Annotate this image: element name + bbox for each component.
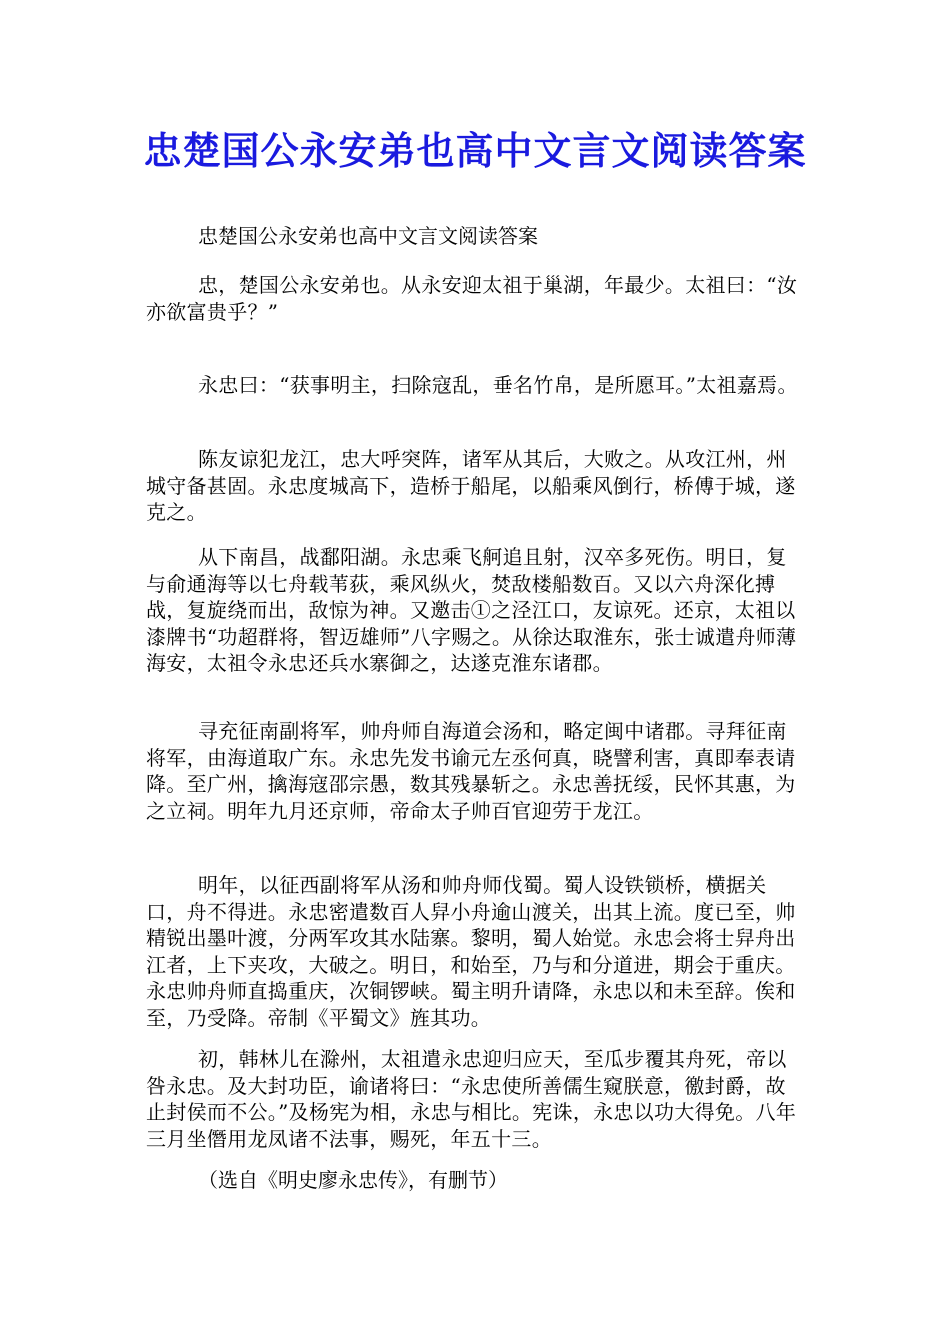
paragraph-7: 初，韩林儿在滁州，太祖遣永忠迎归应天，至瓜步覆其舟死，帝以咎永忠。及大封功臣，谕诸将曰：“永忠使所善儒生窥朕意，徼封爵，故止封侯而不公。”及杨宪为相，永忠与相比。宪诛，永忠以功大得免。八年三月坐僭用龙凤诸不法事，赐死，年五十三。 (146, 1047, 797, 1151)
paragraph-5: 寻充征南副将军，帅舟师自海道会汤和，略定闽中诸郡。寻拜征南将军，由海道取广东。永忠先发书谕元左丞何真，晓譬利害，真即奉表请降。至广州，擒海寇邵宗愚，数其残暴斩之。永忠善抚绥，民怀其惠，为之立祠。明年九月还京师，帝命太子帅百官迎劳于龙江。 (146, 719, 796, 823)
paragraph-6: 明年，以征西副将军从汤和帅舟师伐蜀。蜀人设铁锁桥，横据关口，舟不得进。永忠密遣数百人舁小舟逾山渡关，出其上流。度已至，帅精锐出墨叶渡，分两军攻其水陆寨。黎明，蜀人始觉。永忠会将士舁舟出江者，上下夹攻，大破之。明日，和始至，乃与和分道进，期会于重庆。永忠帅舟师直捣重庆，次铜锣峡。蜀主明升请降，永忠以和未至辞。俟和至，乃受降。帝制《平蜀文》旌其功。 (146, 873, 796, 1030)
paragraph-1: 忠，楚国公永安弟也。从永安迎太祖于巢湖，年最少。太祖曰：“汝亦欲富贵乎？” (146, 273, 798, 324)
document-title: 忠楚国公永安弟也高中文言文阅读答案 (143, 129, 807, 173)
paragraph-2: 永忠曰：“获事明主，扫除寇乱，垂名竹帛，是所愿耳。”太祖嘉焉。 (198, 373, 798, 397)
source-note: （选自《明史廖永忠传》，有删节） (198, 1168, 508, 1192)
paragraph-4: 从下南昌，战鄱阳湖。永忠乘飞舸追且射，汉卒多死伤。明日，复与俞通海等以七舟载苇荻，乘风纵火，焚敌楼船数百。又以六舟深化搏战，复旋绕而出，敌惊为神。又邀击①之泾江口，友谅死。还京，太祖以漆牌书“功超群将，智迈雄师”八字赐之。从徐达取淮东，张士诚遣舟师薄海安，太祖令永忠还兵水寨御之，达遂克淮东诸郡。 (146, 545, 797, 675)
document-subtitle: 忠楚国公永安弟也高中文言文阅读答案 (198, 224, 538, 248)
paragraph-3: 陈友谅犯龙江，忠大呼突阵，诸军从其后，大败之。从攻江州，州城守备甚固。永忠度城高下，造桥于船尾，以船乘风倒行，桥傅于城，遂克之。 (146, 447, 796, 524)
